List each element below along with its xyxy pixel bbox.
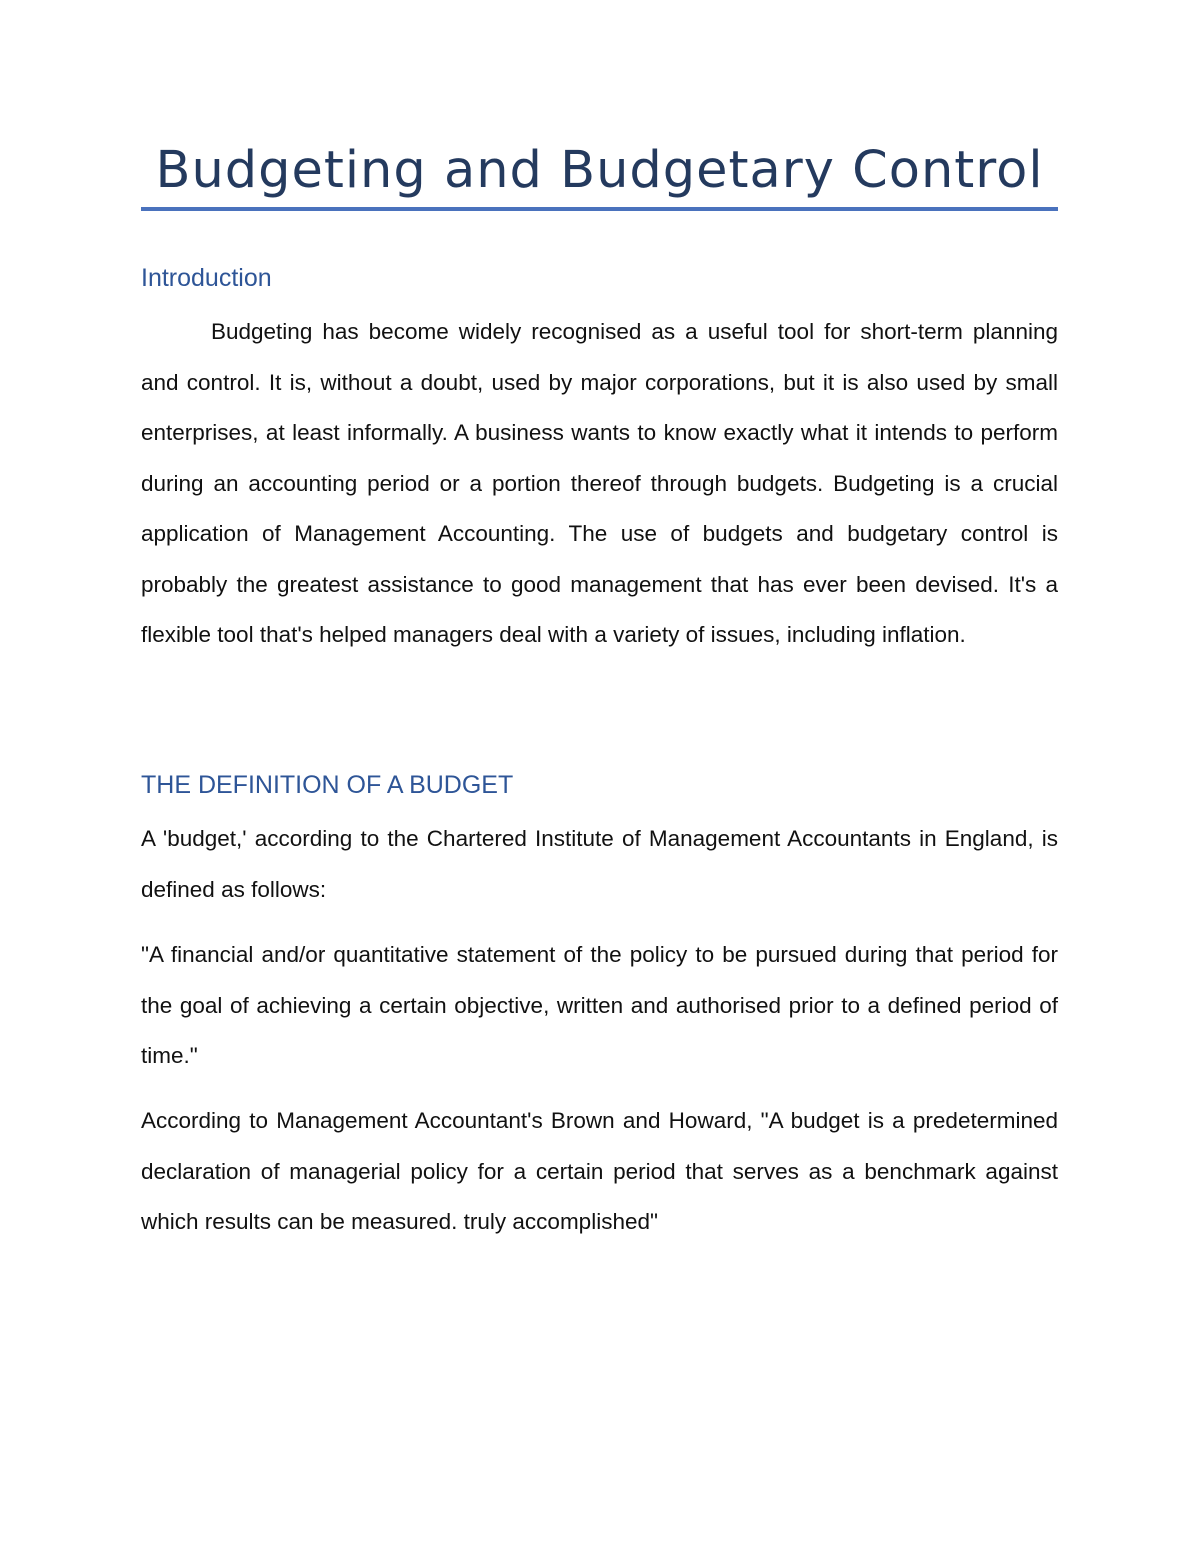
title-underline — [141, 207, 1058, 211]
document-page — [141, 0, 1058, 1553]
section-heading-definition: THE DEFINITION OF A BUDGET — [141, 771, 514, 799]
cima-definition-quote: "A financial and/or quantitative statement of the policy to be pursued during that period for the goal of achieving a certain objective, written and authorised prior to a defined period of time." — [141, 942, 1058, 1068]
section-heading-introduction: Introduction — [141, 264, 272, 292]
introduction-paragraph: Budgeting has become widely recognised as a useful tool for short-term planning and control. It is, without a doubt, used by major corporations, but it is also used by small enterprises, at least informally. A business wants to know exactly what it intends to perform during an accounting period or a portion thereof through budgets. Budgeting is a crucial application of Management Accounting. The use of budgets and budgetary control is probably the greatest assistance to good management that has ever been devised. It's a flexible tool that's helped managers deal with a variety of issues, including inflation. — [141, 319, 1058, 647]
definition-intro-paragraph: A 'budget,' according to the Chartered Institute of Management Accountants in England, is defined as follows: — [141, 826, 1058, 902]
brown-howard-definition-paragraph: According to Management Accountant's Brown and Howard, "A budget is a predetermined declaration of managerial policy for a certain period that serves as a benchmark against which results can be measured. truly accomplished" — [141, 1108, 1058, 1234]
document-title: Budgeting and Budgetary Control — [155, 141, 1044, 200]
